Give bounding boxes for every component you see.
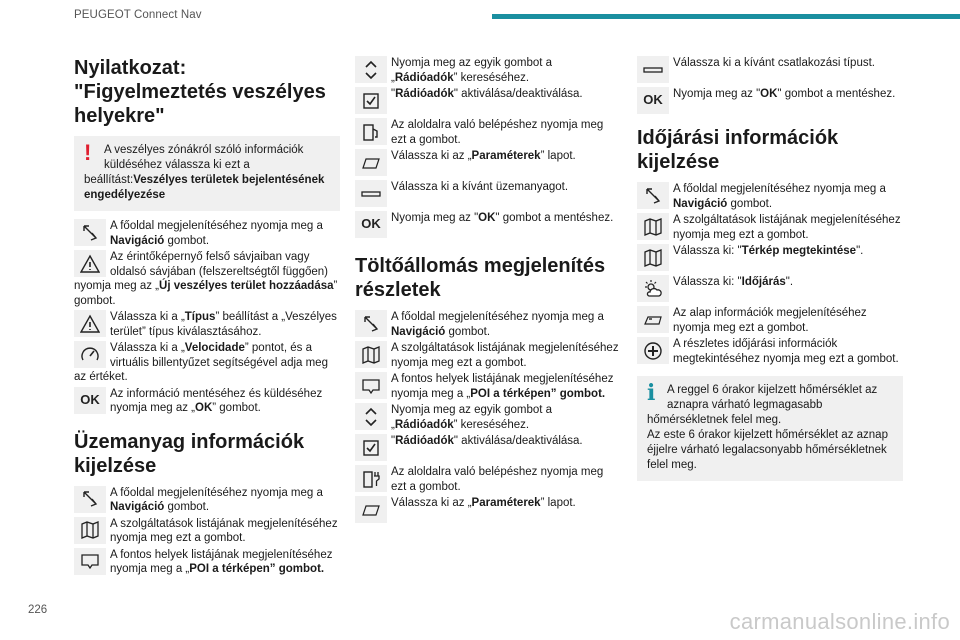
step	[74, 517, 340, 546]
column-2	[355, 56, 621, 527]
step-bold: Rádióadók	[395, 435, 454, 447]
services-map-icon[interactable]	[355, 341, 387, 368]
step-text: Nyomja meg az "	[673, 88, 761, 100]
step-text: Válassza ki a „	[110, 342, 185, 354]
step	[74, 250, 340, 308]
step-text: ” pontot, és a virtuális billentyűzet segítségével adja meg az értéket.	[74, 342, 328, 383]
step-text: Válassza ki a „	[110, 311, 185, 323]
parameters-tab-icon[interactable]	[355, 149, 387, 176]
info-icon: i	[647, 380, 656, 406]
step	[355, 403, 621, 432]
step-text: Válassza ki az „	[391, 150, 472, 162]
step	[355, 118, 621, 147]
step-text: gombot.	[445, 325, 491, 338]
fuel-pump-icon[interactable]	[355, 118, 387, 145]
step-text: A szolgáltatások listájának megjelenítéséhez nyomja meg ezt a gombot.	[391, 342, 619, 369]
plus-circle-icon[interactable]	[637, 337, 669, 364]
checkbox-icon[interactable]	[355, 87, 387, 114]
step-text: A részletes időjárási információk megtekintéséhez nyomja meg ezt a gombot.	[673, 338, 899, 365]
step-text: ” gombot.	[74, 280, 338, 307]
page-header-bar	[492, 14, 960, 19]
step	[74, 387, 340, 416]
step	[74, 548, 340, 577]
step-text: A főoldal megjelenítéséhez nyomja meg a	[673, 183, 886, 195]
watermark: carmanualsonline.info	[729, 609, 950, 634]
step-text: Az aloldalra való belépéshez nyomja meg ezt a gombot.	[391, 466, 604, 493]
step	[637, 56, 903, 85]
step-text: Válassza ki: "	[673, 245, 742, 257]
step-bold: OK	[478, 212, 496, 224]
warning-icon: !	[84, 140, 92, 165]
step-bold: Paraméterek	[471, 150, 541, 162]
step-text: A főoldal megjelenítéséhez nyomja meg a	[110, 220, 323, 232]
section-title-danger-zones: Nyilatkozat: "Figyelmeztetés veszélyes helyekre"	[74, 57, 326, 127]
step	[355, 496, 621, 525]
step-text: " aktiválása/deaktiválása.	[453, 88, 583, 100]
speedometer-icon[interactable]	[74, 341, 106, 368]
step	[355, 87, 621, 116]
step-text: Nyomja meg az egyik gombot a „	[391, 57, 553, 84]
step-bold: Navigáció	[110, 501, 165, 513]
checkbox-icon[interactable]	[355, 434, 387, 461]
step-text: A szolgáltatások listájának megjelenítéséhez nyomja meg ezt a gombot.	[673, 214, 901, 241]
page-number: 226	[28, 604, 48, 616]
warning-note	[74, 136, 340, 211]
step	[637, 337, 903, 366]
step-text: Az alap információk megjelenítéséhez nyomja meg ezt a gombot.	[673, 307, 867, 334]
step-text: "	[391, 435, 396, 447]
step-text: Az érintőképernyő felső sávjaiban vagy oldalsó sávjában (felszereltségtől függően) nyomja meg az „	[74, 251, 328, 292]
note-text: Az este 6 órakor kijelzett hőmérséklet az aznap éjjelre várható legalacsonyabb hőmérsékletnek felel meg.	[647, 429, 888, 471]
page-header-title: PEUGEOT Connect Nav	[74, 9, 202, 21]
step-text: Nyomja meg az "	[391, 212, 479, 224]
navigation-icon[interactable]	[74, 486, 106, 513]
weather-sun-cloud-icon[interactable]	[637, 275, 669, 302]
step-text: " gombot a mentéshez.	[495, 212, 614, 224]
column-1	[74, 52, 340, 579]
step	[637, 244, 903, 273]
step-text: ” beállítást a „Veszélyes terület” típus kiválasztásához.	[110, 311, 337, 338]
ok-button-icon[interactable]: OK	[355, 211, 387, 238]
step-text: ” kereséséhez.	[453, 71, 530, 84]
step-bold: Rádióadók	[394, 418, 454, 431]
chevron-up-down-icon[interactable]	[355, 403, 387, 430]
note-text: A veszélyes zónákról szóló információk küldéséhez válassza ki ezt a beállítást:	[84, 144, 304, 186]
step-text: gombot.	[164, 234, 210, 247]
warning-triangle-icon[interactable]	[74, 310, 106, 337]
step-text: A fontos helyek listájának megjelenítéséhez nyomja meg a „	[391, 373, 614, 400]
step	[355, 211, 621, 240]
step-bold: Rádióadók	[395, 88, 454, 100]
step-text: gombot.	[727, 197, 773, 210]
step	[74, 486, 340, 515]
step-bold: Navigáció	[391, 325, 446, 338]
step-bold: Paraméterek	[471, 497, 541, 509]
section-title-charging-station: Töltőállomás megjelenítés részletek	[355, 255, 606, 301]
step	[74, 341, 340, 385]
column-3	[637, 56, 903, 489]
step	[637, 87, 903, 116]
chevron-up-down-icon[interactable]	[355, 56, 387, 83]
step	[355, 180, 621, 209]
step-bold: OK	[760, 88, 778, 100]
step-bold: Navigáció	[110, 234, 165, 247]
step-text: Válassza ki az „	[391, 497, 472, 509]
step	[355, 372, 621, 401]
step-text: A főoldal megjelenítéséhez nyomja meg a	[110, 486, 323, 499]
warning-triangle-icon[interactable]	[74, 250, 106, 277]
poi-map-icon[interactable]	[355, 372, 387, 399]
step-bold: OK	[195, 402, 213, 414]
navigation-icon[interactable]	[637, 182, 669, 209]
step-text: ".	[856, 245, 864, 257]
step-text: Nyomja meg az egyik gombot a „	[391, 404, 553, 431]
step-text: Az információ mentéséhez és küldéséhez nyomja meg az „	[110, 387, 323, 414]
step-text: ” kereséséhez.	[453, 418, 530, 431]
step	[637, 182, 903, 211]
select-bar-icon[interactable]	[355, 180, 387, 207]
step	[355, 434, 621, 463]
step	[355, 149, 621, 178]
step	[637, 275, 903, 304]
step-text: Válassza ki: "	[673, 276, 742, 288]
step-bold: Térkép megtekintése	[741, 245, 857, 257]
step-text: Válassza ki a kívánt csatlakozási típust.	[673, 57, 875, 69]
step-text: ".	[785, 276, 794, 288]
step-bold: POI a térképen” gombot.	[470, 387, 606, 400]
info-note	[637, 376, 903, 481]
weather-info-tab-icon[interactable]	[637, 306, 669, 333]
step-text: ” gombot.	[212, 402, 261, 414]
step-bold: Új veszélyes terület hozzáadása	[159, 280, 334, 292]
step	[355, 465, 621, 494]
step-bold: Navigáció	[673, 197, 728, 210]
step	[74, 219, 340, 248]
step-bold: POI a térképen” gombot.	[189, 563, 325, 575]
poi-map-icon[interactable]	[74, 548, 106, 575]
step	[637, 306, 903, 335]
ev-plug-icon[interactable]	[355, 465, 387, 492]
note-text: A reggel 6 órakor kijelzett hőmérséklet az aznapra várható legmagasabb hőmérsékletnek felel meg.	[647, 384, 878, 426]
ok-button-icon[interactable]: OK	[637, 87, 669, 114]
note-setting-name: Veszélyes területek bejelentésének engedélyezése	[84, 174, 325, 201]
ok-button-icon[interactable]: OK	[74, 387, 106, 414]
step-text: ” lapot.	[540, 497, 576, 509]
section-title-fuel-info: Üzemanyag információk kijelzése	[74, 430, 305, 477]
step	[355, 56, 621, 85]
step-text: Válassza ki a kívánt üzemanyagot.	[391, 181, 569, 193]
parameters-tab-icon[interactable]	[355, 496, 387, 523]
map-view-icon[interactable]	[637, 244, 669, 271]
step-text: " gombot a mentéshez.	[777, 88, 896, 100]
step	[355, 310, 621, 339]
step	[355, 341, 621, 370]
navigation-icon[interactable]	[355, 310, 387, 337]
step-text: A fontos helyek listájának megjelenítéséhez nyomja meg a „	[110, 548, 333, 575]
step-bold: Időjárás	[741, 276, 786, 288]
section-title-weather-info: Időjárási információk kijelzése	[637, 127, 839, 173]
step	[637, 213, 903, 242]
step-bold: Rádióadók	[394, 71, 454, 84]
select-bar-icon[interactable]	[637, 56, 669, 83]
step	[74, 310, 340, 339]
services-map-icon[interactable]	[637, 213, 669, 240]
step-bold: Velocidade	[184, 342, 245, 354]
services-map-icon[interactable]	[74, 517, 106, 544]
step-text: gombot.	[164, 501, 210, 513]
navigation-icon[interactable]	[74, 219, 106, 246]
step-text: A főoldal megjelenítéséhez nyomja meg a	[391, 311, 604, 323]
step-text: A szolgáltatások listájának megjelenítéséhez nyomja meg ezt a gombot.	[110, 517, 338, 544]
step-text: Az aloldalra való belépéshez nyomja meg ezt a gombot.	[391, 119, 604, 146]
step-text: " aktiválása/deaktiválása.	[453, 435, 583, 447]
step-text: "	[391, 88, 396, 100]
step-text: ” lapot.	[540, 150, 576, 162]
step-bold: Típus	[184, 311, 216, 323]
